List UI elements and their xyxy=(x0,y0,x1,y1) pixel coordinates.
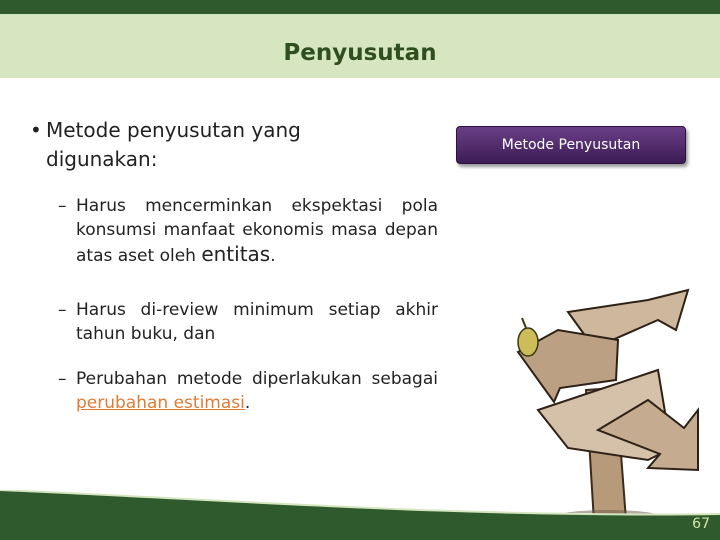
page-number: 67 xyxy=(692,516,710,532)
sub-item-1-text: Harus mencerminkan ekspektasi pola konsumsi manfaat ekonomis masa depan atas aset oleh xyxy=(76,196,438,266)
sub-item-3 xyxy=(58,367,438,415)
top-bar xyxy=(0,0,720,14)
dash-marker: – xyxy=(58,196,67,216)
sub-item-1-emphasis: entitas xyxy=(201,242,271,266)
bullet-marker: • xyxy=(30,118,42,142)
main-bullet-text: Metode penyusutan yang digunakan: xyxy=(46,118,301,171)
sub-item-3-text: Perubahan metode diperlakukan sebagai xyxy=(76,369,438,389)
main-bullet xyxy=(30,116,410,174)
metode-penyusutan-button[interactable] xyxy=(456,126,686,164)
perubahan-estimasi-link[interactable]: perubahan estimasi xyxy=(76,393,245,413)
slide-title: Penyusutan xyxy=(283,40,437,66)
sub-item-2 xyxy=(58,298,438,346)
footer-band xyxy=(0,490,720,540)
sub-item-2-text: Harus di-review minimum setiap akhir tahun buku, dan xyxy=(76,300,438,344)
metode-penyusutan-label: Metode Penyusutan xyxy=(501,137,641,153)
dash-marker: – xyxy=(58,369,67,389)
sub-item-3-end: . xyxy=(244,393,251,413)
signpost-arrows-icon xyxy=(498,270,714,522)
sub-item-1 xyxy=(58,194,438,268)
dash-marker: – xyxy=(58,300,67,320)
sub-item-1-end: . xyxy=(270,246,276,266)
